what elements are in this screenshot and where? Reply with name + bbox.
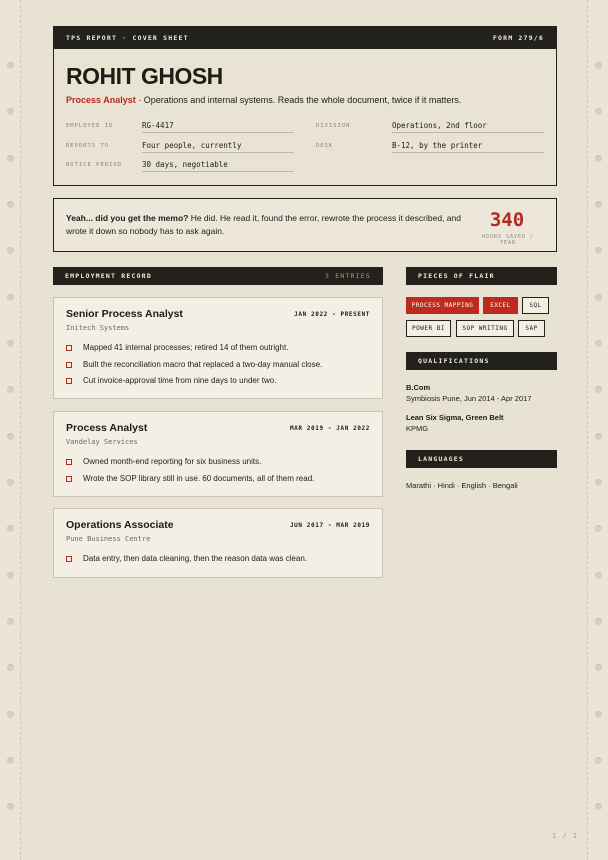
memo-box bbox=[53, 198, 557, 252]
cover-header-bar bbox=[54, 27, 556, 49]
flair-title: PIECES OF FLAIR bbox=[418, 272, 495, 280]
job-title: Process Analyst bbox=[66, 422, 148, 434]
job-bullets bbox=[66, 342, 371, 392]
field-division bbox=[316, 121, 546, 135]
languages-section-header bbox=[406, 450, 557, 468]
perforation-hole bbox=[595, 572, 602, 579]
field-value: 30 days, negotiable bbox=[142, 160, 294, 172]
bullet-text: Wrote the SOP library still in use. 60 documents, all of them read. bbox=[83, 473, 315, 483]
bullet-text: Built the reconciliation macro that replaced a two-day manual close. bbox=[83, 359, 323, 369]
flair-section-header bbox=[406, 267, 557, 285]
perforation-hole bbox=[595, 664, 602, 671]
qualification-detail: Symbiosis Pune, Jun 2014 - Apr 2017 bbox=[406, 394, 532, 403]
perforation-hole bbox=[595, 433, 602, 440]
bullet-square-icon bbox=[66, 345, 72, 351]
job-bullet bbox=[66, 359, 371, 376]
perforation-hole bbox=[595, 201, 602, 208]
field-notice-period bbox=[66, 160, 296, 174]
job-dates: MAR 2019 - JAN 2022 bbox=[289, 425, 370, 432]
job-company: Pune Business Centre bbox=[66, 535, 151, 543]
person-name: ROHIT GHOSH bbox=[66, 63, 223, 89]
job-bullet bbox=[66, 553, 371, 570]
employment-section-header bbox=[53, 267, 383, 285]
perforation-hole bbox=[7, 340, 14, 347]
languages-title: LANGUAGES bbox=[418, 455, 465, 463]
right-perforation-rail bbox=[587, 0, 608, 860]
skill-tag: SQL bbox=[522, 297, 549, 314]
field-reports-to bbox=[66, 141, 296, 155]
bullet-square-icon bbox=[66, 459, 72, 465]
perforation-hole bbox=[595, 62, 602, 69]
person-tagline bbox=[66, 95, 461, 105]
perforation-hole bbox=[7, 433, 14, 440]
languages-list: Marathi · Hindi · English · Bengali bbox=[406, 481, 518, 490]
field-value: Four people, currently bbox=[142, 141, 294, 153]
perforation-hole bbox=[7, 479, 14, 486]
perforation-hole bbox=[595, 479, 602, 486]
perforation-hole bbox=[7, 247, 14, 254]
skill-tag: POWER BI bbox=[406, 320, 451, 337]
job-title: Senior Process Analyst bbox=[66, 308, 183, 320]
memo-lead: Yeah... did you get the memo? bbox=[66, 213, 189, 223]
perforation-hole bbox=[7, 386, 14, 393]
perforation-hole bbox=[7, 62, 14, 69]
field-value: RG-4417 bbox=[142, 121, 294, 133]
cover-sheet bbox=[53, 26, 557, 186]
perforation-hole bbox=[595, 803, 602, 810]
field-value: B-12, by the printer bbox=[392, 141, 544, 153]
job-bullet bbox=[66, 473, 371, 490]
qualification-name: B.Com bbox=[406, 383, 431, 392]
bullet-text: Mapped 41 internal processes; retired 14 of them outright. bbox=[83, 343, 289, 352]
qualifications-section-header bbox=[406, 352, 557, 370]
job-bullets bbox=[66, 553, 371, 570]
bullet-text: Data entry, then data cleaning, then the reason data was clean. bbox=[83, 554, 307, 563]
qualification-name: Lean Six Sigma, Green Belt bbox=[406, 413, 504, 422]
bullet-square-icon bbox=[66, 362, 72, 368]
perforation-hole bbox=[7, 525, 14, 532]
job-entry bbox=[53, 508, 383, 578]
qualification-item bbox=[406, 382, 532, 404]
job-bullet bbox=[66, 456, 371, 473]
perforation-hole bbox=[595, 247, 602, 254]
job-title: Operations Associate bbox=[66, 519, 174, 531]
perforation-hole bbox=[595, 386, 602, 393]
cover-header-title: TPS REPORT · COVER SHEET bbox=[66, 34, 189, 42]
bullet-text: Cut invoice-approval time from nine days to under two. bbox=[83, 376, 277, 385]
job-bullet bbox=[66, 375, 371, 392]
perforation-hole bbox=[595, 294, 602, 301]
perforation-hole bbox=[7, 618, 14, 625]
field-label: REPORTS TO bbox=[66, 143, 110, 149]
field-value: Operations, 2nd floor bbox=[392, 121, 544, 133]
perforation-hole bbox=[7, 294, 14, 301]
hours-saved-number: 340 bbox=[489, 209, 525, 231]
left-perforation-rail bbox=[0, 0, 21, 860]
perforation-hole bbox=[595, 155, 602, 162]
skill-tag: SOP WRITING bbox=[456, 320, 514, 337]
memo-text bbox=[66, 212, 466, 238]
hours-saved-unit: HOURS SAVED / YEAR bbox=[481, 234, 535, 246]
bullet-text: Owned month-end reporting for six business units. bbox=[83, 457, 262, 466]
perforation-hole bbox=[595, 525, 602, 532]
page-number: 1 / 1 bbox=[551, 832, 578, 840]
memo-body: He did. He read it, found the error, rewrote the process it described, and wrote it down so nobody has to ask again. bbox=[66, 213, 461, 236]
field-label: EMPLOYEE ID bbox=[66, 123, 114, 129]
field-employee-id bbox=[66, 121, 296, 135]
perforation-hole bbox=[595, 618, 602, 625]
perforation-hole bbox=[7, 572, 14, 579]
employment-count: 3 ENTRIES bbox=[324, 272, 371, 280]
job-bullet bbox=[66, 342, 371, 359]
perforation-hole bbox=[7, 108, 14, 115]
qualifications-title: QUALIFICATIONS bbox=[418, 357, 490, 365]
perforation-hole bbox=[595, 108, 602, 115]
skill-tag: SAP bbox=[518, 320, 545, 337]
bullet-square-icon bbox=[66, 476, 72, 482]
qualification-detail: KPMG bbox=[406, 424, 429, 433]
perforation-hole bbox=[595, 711, 602, 718]
perforation-hole bbox=[7, 664, 14, 671]
job-dates: JAN 2022 - PRESENT bbox=[294, 311, 370, 318]
field-label: DIVISION bbox=[316, 123, 351, 129]
job-company: Initech Systems bbox=[66, 324, 130, 332]
bullet-square-icon bbox=[66, 556, 72, 562]
skill-tag: PROCESS MAPPING bbox=[406, 297, 479, 314]
perforation-hole bbox=[7, 711, 14, 718]
person-summary: · Operations and internal systems. Reads the whole document, twice if it matters. bbox=[135, 95, 462, 105]
qualification-item bbox=[406, 412, 504, 434]
perforation-hole bbox=[595, 340, 602, 347]
employment-title: EMPLOYMENT RECORD bbox=[65, 272, 152, 280]
perforation-hole bbox=[595, 757, 602, 764]
job-entry bbox=[53, 297, 383, 399]
perforation-hole bbox=[7, 757, 14, 764]
job-company: Vandelay Services bbox=[66, 438, 138, 446]
person-role: Process Analyst bbox=[66, 95, 136, 105]
bullet-square-icon bbox=[66, 378, 72, 384]
field-label: DESK bbox=[316, 143, 334, 149]
job-dates: JUN 2017 - MAR 2019 bbox=[289, 522, 370, 529]
field-label: NOTICE PERIOD bbox=[66, 162, 123, 168]
job-bullets bbox=[66, 456, 371, 489]
perforation-hole bbox=[7, 803, 14, 810]
perforation-hole bbox=[7, 155, 14, 162]
field-desk bbox=[316, 141, 546, 155]
perforation-hole bbox=[7, 201, 14, 208]
skill-tag: EXCEL bbox=[483, 297, 518, 314]
job-entry bbox=[53, 411, 383, 497]
form-number: FORM 279/6 bbox=[492, 34, 544, 42]
